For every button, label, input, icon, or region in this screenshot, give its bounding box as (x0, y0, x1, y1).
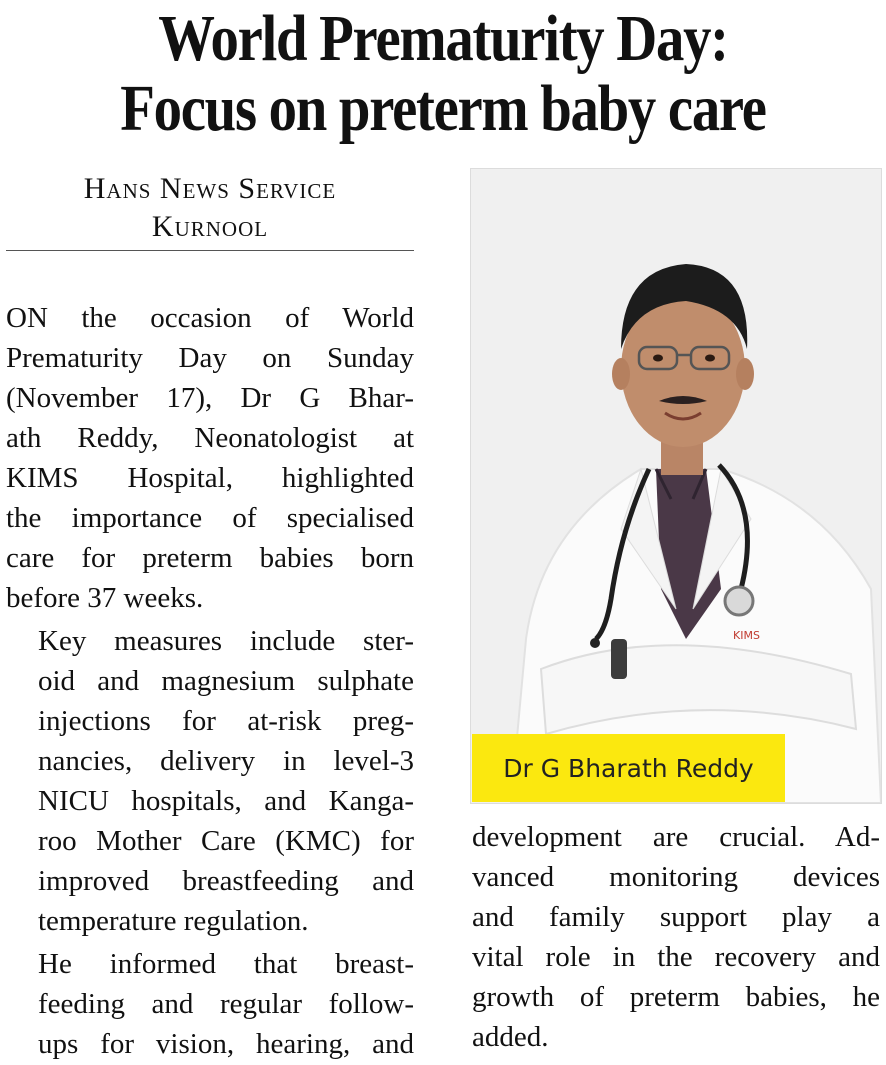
text-line: ON the occasion of World (6, 302, 414, 334)
article-column-left (6, 298, 414, 1064)
photo-caption: Dr G Bharath Reddy (472, 734, 785, 802)
text-line: oid and magnesium sulphate (38, 665, 414, 697)
text-line: before 37 weeks. (6, 582, 204, 614)
text-line: and family support play a (472, 901, 880, 933)
text-line: added. (472, 1021, 549, 1053)
text-line: nancies, delivery in level-3 (38, 745, 414, 777)
byline-place: Kurnool (151, 210, 269, 243)
doctor-photo (470, 168, 882, 804)
text-line: ups for vision, hearing, and (38, 1028, 414, 1060)
kims-coat-logo: KIMS (733, 629, 760, 642)
text-line: Prematurity Day on Sunday (6, 342, 414, 374)
headline-line-1: World Prematurity Day: (158, 2, 728, 75)
byline (30, 170, 390, 246)
text-line: vanced monitoring devices (472, 861, 880, 893)
text-line: improved breastfeeding and (38, 865, 414, 897)
text-line: feeding and regular follow- (38, 988, 414, 1020)
doctor-portrait-image (471, 169, 881, 803)
byline-agency: Hans News Service (83, 172, 337, 205)
paragraph-2 (6, 621, 414, 941)
paragraph-1 (6, 298, 414, 618)
text-line: growth of preterm babies, he (472, 981, 880, 1013)
headline (62, 4, 824, 144)
text-line: Key measures include ster- (38, 625, 414, 657)
text-line: ath Reddy, Neonatologist at (6, 422, 414, 454)
text-line: KIMS Hospital, highlighted (6, 462, 414, 494)
text-line: the importance of specialised (6, 502, 414, 534)
text-line: injections for at-risk preg- (38, 705, 414, 737)
text-line: NICU hospitals, and Kanga- (38, 785, 414, 817)
text-line: temperature regulation. (38, 905, 309, 937)
paragraph-3 (6, 944, 414, 1064)
text-line: vital role in the recovery and (472, 941, 880, 973)
text-line: roo Mother Care (KMC) for (38, 825, 414, 857)
text-line: (November 17), Dr G Bhar- (6, 382, 414, 414)
text-line: He informed that breast- (38, 948, 414, 980)
article-column-right (472, 817, 880, 1057)
byline-divider (6, 250, 414, 251)
headline-line-2: Focus on preterm baby care (120, 72, 766, 145)
text-line: development are crucial. Ad- (472, 821, 880, 853)
text-line: care for preterm babies born (6, 542, 414, 574)
